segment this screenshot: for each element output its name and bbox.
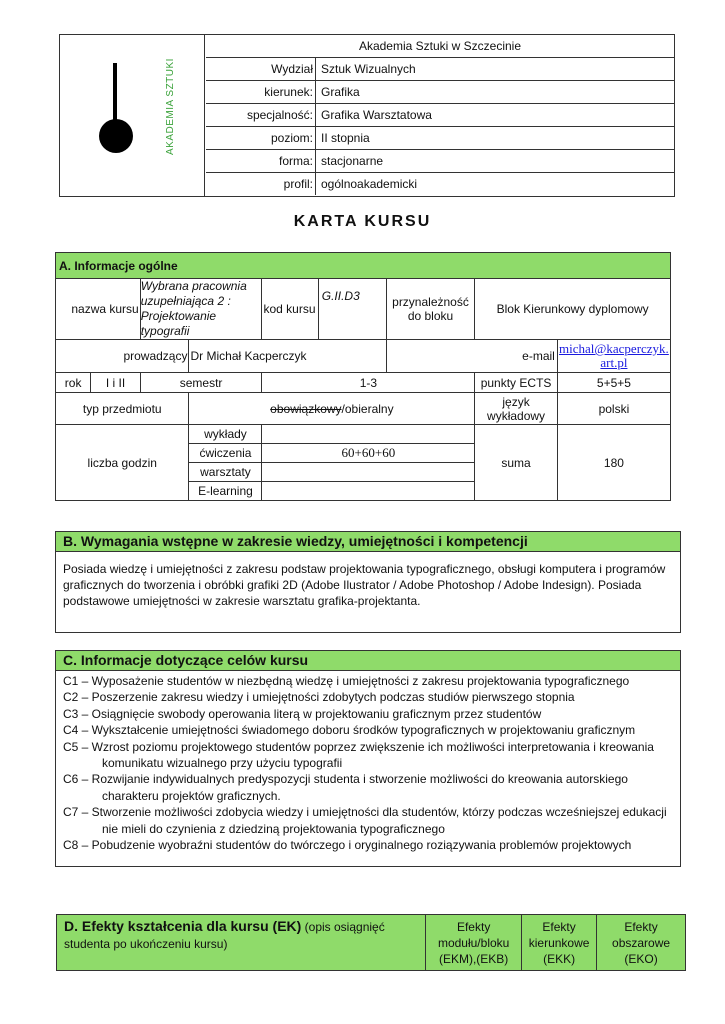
hours-row-value — [262, 482, 475, 501]
hours-row-value — [262, 463, 475, 482]
section-c — [55, 650, 681, 867]
section-a-heading: A. Informacje ogólne — [56, 253, 671, 279]
header-row-specialty — [206, 104, 674, 127]
header-row-faculty — [206, 58, 674, 81]
semester-label: semestr — [140, 373, 262, 393]
course-name-label: nazwa kursu — [56, 279, 141, 340]
col-field-effects: Efekty kierunkowe (EKK) — [522, 915, 597, 971]
header-value: Grafika Warsztatowa — [321, 108, 432, 122]
year-value: I i II — [91, 373, 140, 393]
header-label: forma: — [206, 150, 316, 172]
header-row-level — [206, 127, 674, 150]
goal-item: C4 – Wykształcenie umiejętności świadomego doboru środków typograficznych w projektowaniu graficznym — [63, 723, 636, 738]
language-value: polski — [557, 393, 670, 425]
header-value: II stopnia — [321, 131, 370, 145]
hours-row-label: E-learning — [189, 482, 262, 501]
logo-cell — [60, 35, 205, 196]
header-label: Wydział — [206, 58, 316, 80]
section-b-heading: B. Wymagania wstępne w zakresie wiedzy, umiejętności i kompetencji — [56, 532, 680, 552]
hours-row-value — [262, 425, 475, 444]
header-value: Sztuk Wizualnych — [321, 62, 416, 76]
hours-row-value: 60+60+60 — [262, 444, 475, 463]
goal-item: C5 – Wzrost poziomu projektowego studentów poprzez zwiększenie ich możliwości interpretowania i kreowania komunikatu wizualnego przy użyciu typografii — [63, 739, 654, 771]
language-label: język wykładowy — [475, 393, 558, 425]
header-label: kierunek: — [206, 81, 316, 103]
header-row-form — [206, 150, 674, 173]
lecturer-label: prowadzący — [56, 340, 189, 373]
goal-item: C7 – Stworzenie możliwości zdobycia wiedzy i umiejętności dla studentów, którzy podczas wcześniejszej edukacji nie mieli do czynienia z dziedziną projektowania typograficznego — [63, 805, 667, 836]
course-name: Wybrana pracownia uzupełniająca 2 : Projektowanie typografii — [140, 279, 262, 340]
logo-text: AKADEMIA SZTUKI — [165, 58, 176, 155]
section-d-heading-cell — [57, 915, 426, 971]
section-d-table — [56, 914, 686, 971]
header-row-field — [206, 81, 674, 104]
header-label: specjalność: — [206, 104, 316, 126]
logo-dot — [99, 119, 133, 153]
header-label: profil: — [206, 173, 316, 195]
header-value: ogólnoakademicki — [321, 177, 418, 191]
sum-value: 180 — [557, 425, 670, 501]
goal-item: C2 – Poszerzenie zakresu wiedzy i umiejętności zdobytych podczas studiów pierwszego stopnia — [63, 690, 575, 705]
hours-row-label: wykłady — [189, 425, 262, 444]
page-title: KARTA KURSU — [293, 213, 432, 230]
goal-item: C1 – Wyposażenie studentów w niezbędną wiedzę i umiejętności z zakresu projektowania typograficznego — [63, 674, 630, 688]
section-d-note-1: (opis osiągnięć — [304, 920, 385, 934]
header-value: stacjonarne — [321, 154, 384, 168]
section-d-note-2: studenta po ukończeniu kursu) — [64, 937, 228, 951]
section-d-heading: D. Efekty kształcenia dla kursu (EK) — [64, 918, 302, 934]
header-label: poziom: — [206, 127, 316, 149]
type-struck: obowiązkowy — [270, 401, 342, 416]
course-code-label: kod kursu — [262, 279, 318, 340]
ects-value: 5+5+5 — [557, 373, 670, 393]
section-c-heading: C. Informacje dotyczące celów kursu — [56, 651, 680, 671]
goal-item: C3 – Osiągnięcie swobody operowania literą w projektowaniu graficznym przez studentów — [63, 706, 542, 721]
course-code: G.II.D3 — [318, 279, 386, 340]
sum-label: suma — [475, 425, 558, 501]
block-value: Blok Kierunkowy dyplomowy — [475, 279, 671, 340]
academy-logo — [60, 35, 205, 196]
hours-row-label: ćwiczenia — [189, 444, 262, 463]
block-label: przynależność do bloku — [386, 279, 475, 340]
logo-bar — [113, 63, 117, 120]
hours-label: liczba godzin — [56, 425, 189, 501]
section-a-table — [55, 252, 671, 501]
ects-label: punkty ECTS — [475, 373, 558, 393]
email-label: e-mail — [386, 340, 557, 373]
header-table — [59, 34, 675, 197]
header-row-profile — [206, 173, 674, 196]
semester-value: 1-3 — [262, 373, 475, 393]
university-name: Akademia Sztuki w Szczecinie — [206, 35, 674, 58]
type-label: typ przedmiotu — [56, 393, 189, 425]
col-area-effects: Efekty obszarowe (EKO) — [597, 915, 686, 971]
col-module-effects: Efekty modułu/bloku (EKM),(EKB) — [426, 915, 522, 971]
header-value: Grafika — [321, 85, 360, 99]
section-b-text: Posiada wiedzę i umiejętności z zakresu podstaw projektowania typograficznego, obsługi komputera i programów graficznych do tworzenia i obróbki grafiki 2D (Adobe Ilustrator / Adobe Photoshop / Adobe Indesign). Posiada podstawowe umiejętności w zakresie warsztatu grafika-projektanta. — [63, 562, 666, 608]
goal-item: C6 – Rozwijanie indywidualnych predyspozycji studenta i stworzenie możliwości do kreowania autorskiego charakteru projektów graficznych. — [63, 772, 628, 803]
section-b — [55, 531, 681, 633]
email-link[interactable]: michal@kacperczyk.art.pl — [559, 341, 669, 370]
lecturer-name: Dr Michał Kacperczyk — [189, 340, 386, 373]
type-rest: /obieralny — [341, 401, 394, 416]
hours-row-label: warsztaty — [189, 463, 262, 482]
type-value — [189, 393, 475, 425]
goal-item: C8 – Pobudzenie wyobraźni studentów do twórczego i oryginalnego roziązywania problemów projektowych — [63, 838, 632, 853]
year-label: rok — [56, 373, 91, 393]
section-c-goals — [56, 671, 680, 853]
